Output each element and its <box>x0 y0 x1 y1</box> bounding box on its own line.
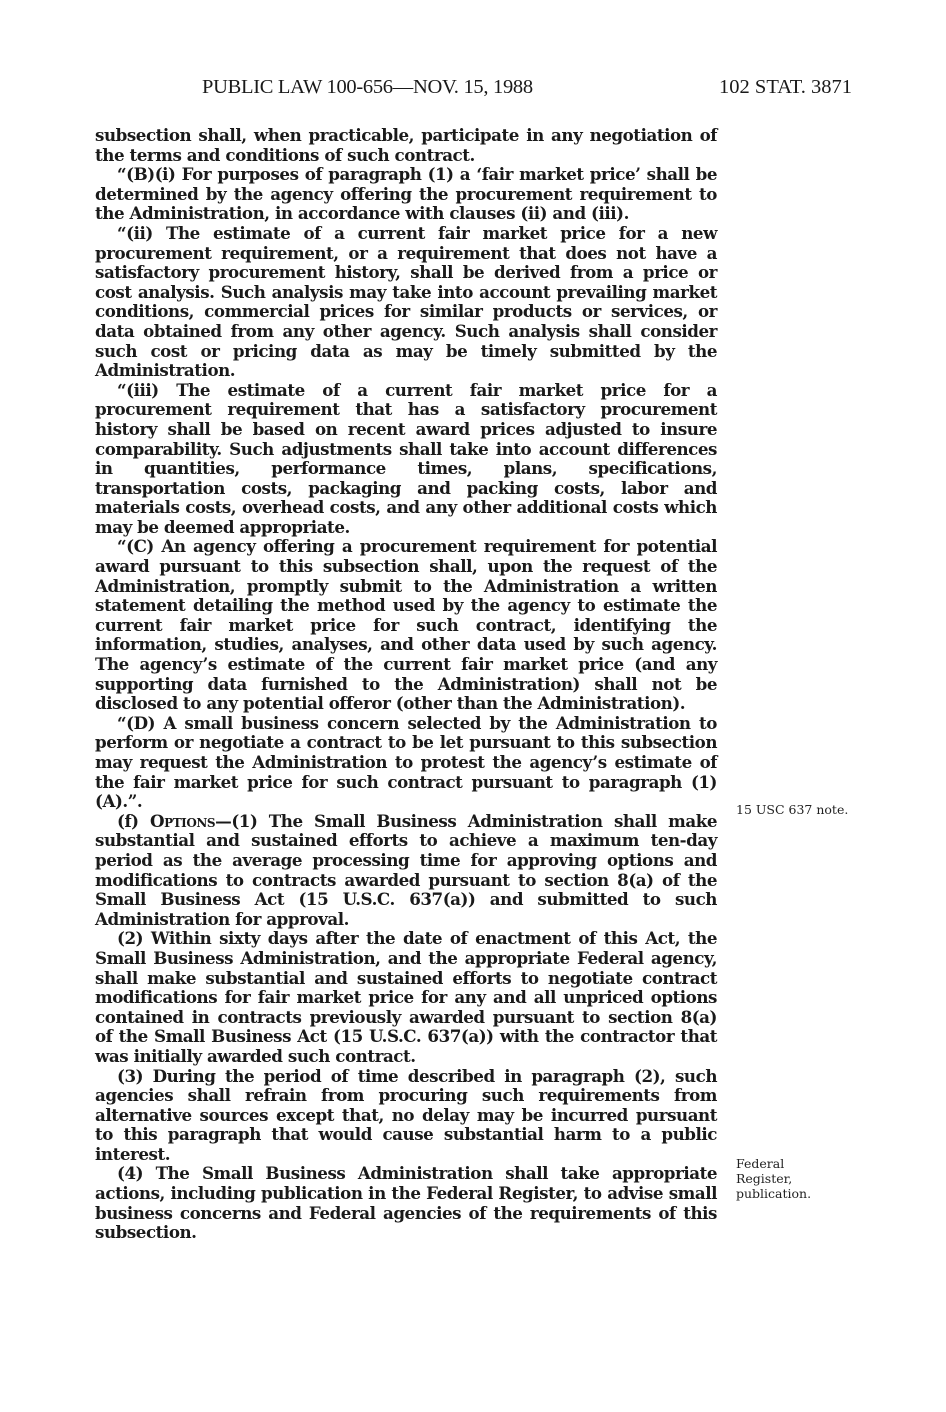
margin-note-line: Federal <box>736 1156 785 1171</box>
section-f-designation: (f) <box>117 810 139 831</box>
paragraph-c: “(C) An agency offering a procurement requirement for potential award pursuant to this subsection shall, upon the request of the Administration, promptly submit to the Administration a written statement detailing the method used by the agency to estimate the current fair market price for such contract, identifying the information, studies, analyses, and other data used by such agency. The agency’s estimate of the current fair market price (and any supporting data furnished to the Administration) shall not be disclosed to any potential offeror (other than the Administration). <box>95 536 717 714</box>
section-f-heading: Options <box>150 810 216 831</box>
paragraph-iii: “(iii) The estimate of a current fair market price for a procurement requirement that has a satisfactory procurement history shall be based on recent award prices adjusted to insure comparability. Such adjustments shall take into account differences in quantities, performance times, plans, specifications, transportation costs, packaging and packing costs, labor and materials costs, overhead costs, and any other additional costs which may be deemed appropriate. <box>95 379 717 537</box>
paragraph-b-i: “(B)(i) For purposes of paragraph (1) a ‘fair market price’ shall be determined by the agency offering the procurement requirement to the Administration, in accordance with clauses (ii) and (iii). <box>95 164 717 224</box>
paragraph-d: “(D) A small business concern selected by the Administration to perform or negotiate a contract to be let pursuant to this subsection may request the Administration to protest the agency’s estimate of the fair market price for such contract pursuant to paragraph (1)(A).”. <box>95 712 717 812</box>
paragraph-4: (4) The Small Business Administration shall take appropriate actions, including publication in the Federal Register, to advise small business concerns and Federal agencies of the requirements of this subsection. <box>95 1163 717 1243</box>
paragraph-continuation: subsection shall, when practicable, participate in any negotiation of the terms and conditions of such contract. <box>95 125 717 165</box>
margin-note-usc: 15 USC 637 note. <box>736 802 849 817</box>
paragraph-3: (3) During the period of time described in paragraph (2), such agencies shall refrain from procuring such requirements from alternative sources except that, no delay may be incurred pursuant to this paragraph that would cause substantial harm to a public interest. <box>95 1065 717 1164</box>
paragraph-2: (2) Within sixty days after the date of enactment of this Act, the Small Business Administration, and the appropriate Federal agency, shall make substantial and sustained efforts to negotiate contract modifications for fair market price for any and all unpriced options contained in contracts previously awarded pursuant to section 8(a) of the Small Business Act (15 U.S.C. 637(a)) with the contractor that was initially awarded such contract. <box>95 928 717 1066</box>
statute-body <box>95 126 717 1243</box>
margin-note-federal-register <box>736 1156 811 1201</box>
margin-note-line: Register, <box>736 1171 793 1186</box>
section-f-text: —(1) The Small Business Administration shall make substantial and sustained efforts to achieve a maximum ten-day period as the average processing time for approving options and modifications to contracts awarded pursuant to section 8(a) of the Small Business Act (15 U.S.C. 637(a)) and submitted to such Administration for approval. <box>95 810 717 929</box>
running-head-title: PUBLIC LAW 100-656—NOV. 15, 1988 <box>202 76 533 98</box>
margin-note-line: publication. <box>736 1186 812 1201</box>
paragraph-ii: “(ii) The estimate of a current fair market price for a new procurement requirement, or a requirement that does not have a satisfactory procurement history, shall be derived from a price or cost analysis. Such analysis may take into account prevailing market conditions, commercial prices for similar products or services, or data obtained from any other agency. Such analysis shall consider such cost or pricing data as may be timely submitted by the Administration. <box>95 222 717 381</box>
stat-page-number: 102 STAT. 3871 <box>719 76 852 98</box>
section-f-options <box>95 812 717 930</box>
